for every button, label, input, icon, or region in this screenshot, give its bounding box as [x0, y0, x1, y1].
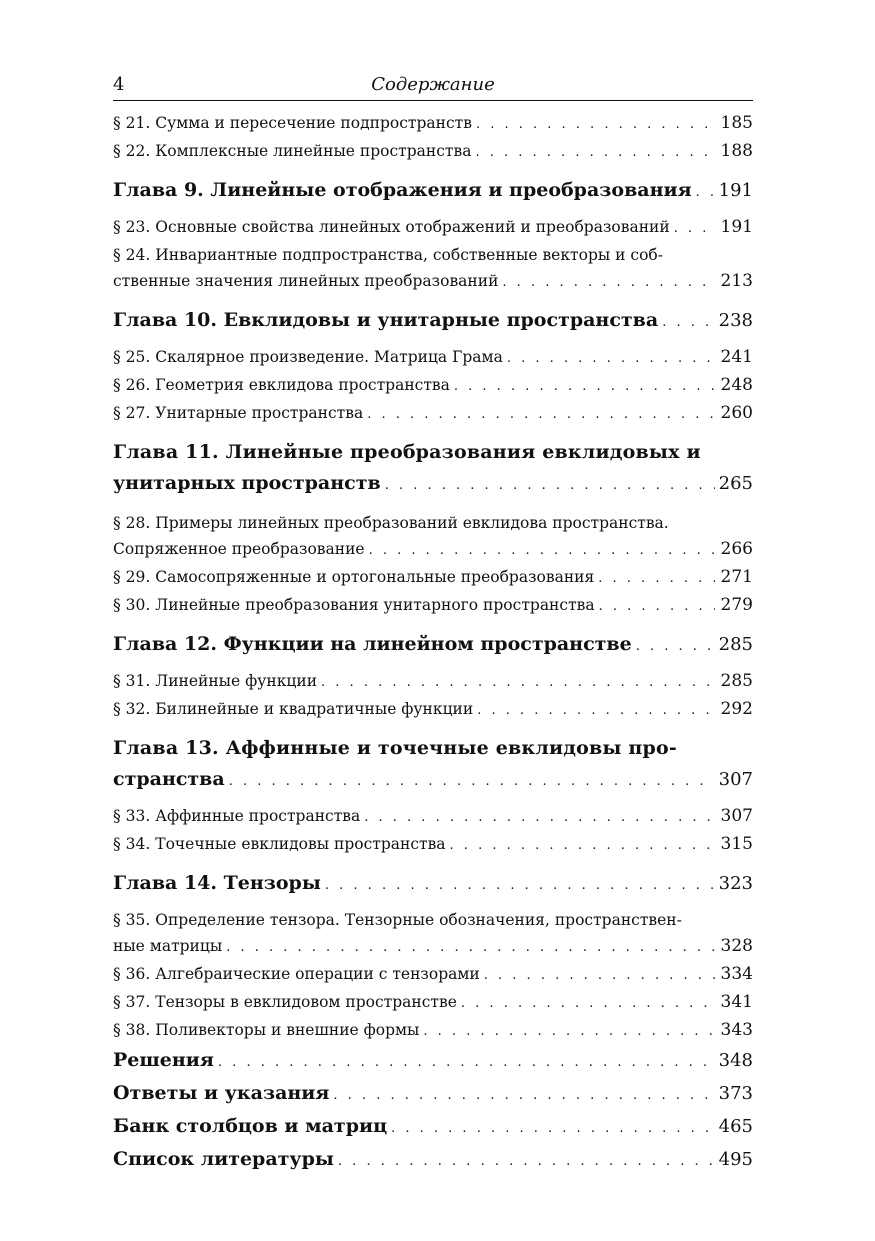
toc-entry[interactable]: [113, 803, 753, 831]
toc-chapter-label: Банк столбцов и матриц: [113, 1115, 388, 1137]
toc-chapter-label: унитарных пространств: [113, 472, 381, 494]
toc-page: [113, 72, 753, 1177]
page-header: [113, 72, 753, 101]
leader-dots: [484, 963, 715, 989]
toc-entry-label: § 37. Тензоры в евклидовом пространстве: [113, 993, 457, 1011]
running-head: Содержание: [371, 74, 495, 95]
toc-chapter-label: Решения: [113, 1049, 214, 1071]
toc-entry[interactable]: [113, 400, 753, 428]
toc-entry-label: § 36. Алгебраические операции с тензорами: [113, 965, 480, 983]
toc-chapter-page: 373: [718, 1083, 753, 1104]
toc-entry-page: 185: [720, 113, 753, 133]
toc-entry[interactable]: [113, 372, 753, 400]
toc-entry-label: ственные значения линейных преобразований: [113, 272, 499, 290]
leader-dots: [507, 346, 715, 372]
leader-dots: [321, 670, 715, 696]
toc-entry-page: 279: [720, 595, 753, 615]
toc-chapter[interactable]: [113, 629, 753, 662]
leader-dots: [454, 374, 715, 400]
leader-dots: [364, 805, 715, 831]
toc-entry-label: § 30. Линейные преобразования унитарного пространства: [113, 596, 595, 614]
leader-dots: [450, 833, 715, 859]
toc-chapter[interactable]: [113, 468, 753, 501]
toc-entry[interactable]: [113, 668, 753, 696]
leader-dots: [662, 307, 714, 338]
toc-chapter-page: 307: [718, 769, 753, 790]
toc-chapter[interactable]: [113, 1111, 753, 1144]
leader-dots: [598, 566, 715, 592]
toc-entry[interactable]: [113, 933, 753, 961]
toc-entry-label: § 33. Аффинные пространства: [113, 807, 361, 825]
toc-entry-label: § 26. Геометрия евклидова пространства: [113, 376, 450, 394]
toc-chapter-label: Список литературы: [113, 1148, 334, 1170]
toc-entry[interactable]: [113, 961, 753, 989]
page-number: 4: [113, 74, 125, 95]
toc-chapter-label: странства: [113, 768, 225, 790]
leader-dots: [476, 112, 715, 138]
toc-chapter[interactable]: [113, 1045, 753, 1078]
leader-dots: [367, 402, 715, 428]
toc-entry[interactable]: [113, 696, 753, 724]
toc-entry-page: 307: [720, 806, 753, 826]
toc-entry[interactable]: [113, 344, 753, 372]
toc-entry-page: 334: [720, 964, 753, 984]
toc-entry[interactable]: [113, 1017, 753, 1045]
toc-entry[interactable]: [113, 110, 753, 138]
toc-entry-page: 213: [720, 271, 753, 291]
toc-chapter-first-line: Глава 11. Линейные преобразования евклидовых и: [113, 441, 701, 463]
toc-entry-label: § 27. Унитарные пространства: [113, 404, 364, 422]
toc-chapter-page: 465: [718, 1116, 753, 1137]
toc-entry[interactable]: [113, 536, 753, 564]
toc-entry-page: 341: [720, 992, 753, 1012]
toc-entry-page: 285: [720, 671, 753, 691]
toc-entry-page: 343: [720, 1020, 753, 1040]
toc-entry-label: § 25. Скалярное произведение. Матрица Грама: [113, 348, 503, 366]
toc-entry[interactable]: [113, 268, 753, 296]
toc-entry-label: § 21. Сумма и пересечение подпространств: [113, 114, 472, 132]
toc-chapter[interactable]: [113, 868, 753, 901]
toc-entry-label: Сопряженное преобразование: [113, 540, 365, 558]
toc-chapter[interactable]: [113, 764, 753, 797]
toc-chapter-first-line: Глава 13. Аффинные и точечные евклидовы про-: [113, 737, 677, 759]
toc-entry-label: § 22. Комплексные линейные пространства: [113, 142, 472, 160]
toc-entry-first-line: § 24. Инвариантные подпространства, собственные векторы и соб-: [113, 246, 663, 264]
toc-chapter-label: Глава 9. Линейные отображения и преобразования: [113, 179, 692, 201]
toc-entry-page: 191: [720, 217, 753, 237]
toc-entry[interactable]: [113, 989, 753, 1017]
leader-dots: [385, 470, 715, 501]
toc-entry-page: 241: [720, 347, 753, 367]
leader-dots: [696, 177, 715, 208]
toc-entry-page: 248: [720, 375, 753, 395]
toc-entry-label: § 34. Точечные евклидовы пространства: [113, 835, 446, 853]
toc-entry-label: § 31. Линейные функции: [113, 672, 318, 690]
toc-entry-page: 292: [720, 699, 753, 719]
toc-chapter-page: 348: [718, 1050, 753, 1071]
toc-entry-label: ные матрицы: [113, 937, 223, 955]
toc-entry-page: 328: [720, 936, 753, 956]
leader-dots: [218, 1047, 715, 1078]
toc-entry-page: 271: [720, 567, 753, 587]
toc-entry-page: 315: [720, 834, 753, 854]
toc-chapter[interactable]: [113, 1078, 753, 1111]
leader-dots: [502, 270, 715, 296]
toc-entry[interactable]: [113, 138, 753, 166]
toc-entry[interactable]: [113, 564, 753, 592]
toc-chapter-label: Глава 12. Функции на линейном пространстве: [113, 633, 632, 655]
leader-dots: [461, 991, 715, 1017]
toc-chapter-label: Ответы и указания: [113, 1082, 330, 1104]
leader-dots: [226, 935, 715, 961]
toc-chapter-page: 323: [718, 873, 753, 894]
toc-chapter-label: Глава 10. Евклидовы и унитарные пространства: [113, 309, 659, 331]
leader-dots: [477, 698, 715, 724]
toc-chapter[interactable]: [113, 1144, 753, 1177]
leader-dots: [369, 538, 715, 564]
toc-entry[interactable]: [113, 592, 753, 620]
toc-chapter-page: 285: [718, 634, 753, 655]
toc-chapter-page: 191: [718, 180, 753, 201]
leader-dots: [333, 1080, 714, 1111]
leader-dots: [599, 594, 715, 620]
leader-dots: [674, 216, 715, 242]
toc-entry-label: § 29. Самосопряженные и ортогональные преобразования: [113, 568, 595, 586]
toc-entry-page: 188: [720, 141, 753, 161]
leader-dots: [423, 1019, 715, 1045]
toc-entry-label: § 32. Билинейные и квадратичные функции: [113, 700, 474, 718]
toc-entry-first-line: § 28. Примеры линейных преобразований евклидова пространства.: [113, 514, 669, 532]
toc-entry[interactable]: [113, 831, 753, 859]
toc-entry-label: § 38. Поливекторы и внешние формы: [113, 1021, 420, 1039]
leader-dots: [475, 140, 715, 166]
toc-chapter-label: Глава 14. Тензоры: [113, 872, 321, 894]
toc-entry-first-line: § 35. Определение тензора. Тензорные обозначения, пространствен-: [113, 911, 682, 929]
toc-chapter-page: 265: [718, 473, 753, 494]
toc-entry[interactable]: [113, 214, 753, 242]
table-of-contents: [113, 110, 753, 1177]
toc-entry-label: § 23. Основные свойства линейных отображений и преобразований: [113, 218, 670, 236]
leader-dots: [391, 1113, 715, 1144]
leader-dots: [229, 766, 715, 797]
leader-dots: [636, 631, 715, 662]
toc-entry-page: 260: [720, 403, 753, 423]
toc-chapter-page: 238: [718, 310, 753, 331]
toc-chapter[interactable]: [113, 175, 753, 208]
toc-entry-page: 266: [720, 539, 753, 559]
toc-chapter-page: 495: [718, 1149, 753, 1170]
toc-chapter[interactable]: [113, 305, 753, 338]
leader-dots: [325, 870, 715, 901]
leader-dots: [338, 1146, 715, 1177]
